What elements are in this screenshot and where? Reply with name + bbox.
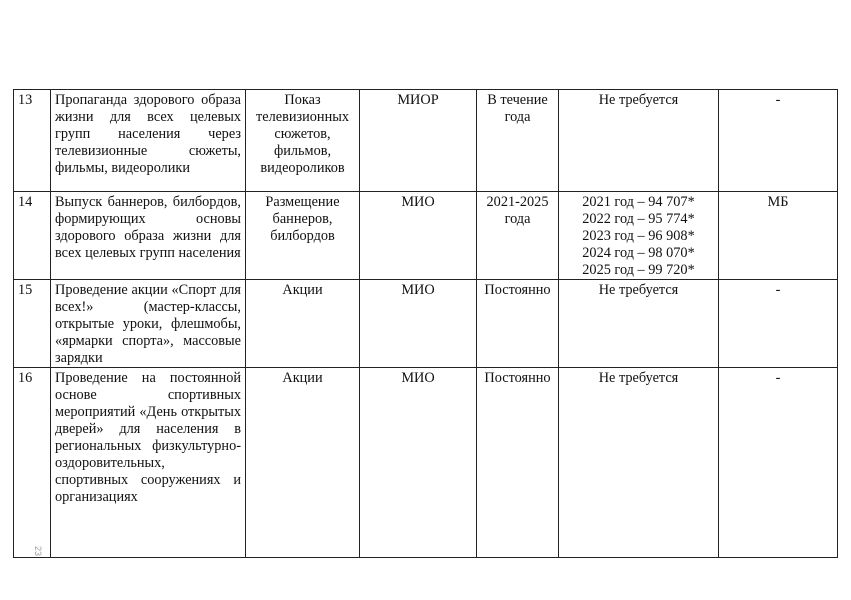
measure-name: Проведение акции «Спорт для всех!» (мастер-классы, открытые уроки, флешмобы, «ярмарки спорта», массовые зарядки: [51, 280, 246, 368]
table-row: [14, 90, 838, 192]
row-number: 14: [14, 192, 51, 280]
funds: [559, 90, 719, 192]
funding-source: МБ: [719, 192, 838, 280]
page-number: 23: [33, 546, 43, 557]
implementation-form: Акции: [246, 368, 360, 558]
funds-line: 2025 год – 99 720*: [582, 262, 695, 278]
row-number: 15: [14, 280, 51, 368]
table-row: [14, 280, 838, 368]
funds-line: 2024 год – 98 070*: [582, 245, 695, 261]
period: Постоянно: [477, 280, 559, 368]
period: Постоянно: [477, 368, 559, 558]
funds-line: 2021 год – 94 707*: [582, 194, 695, 210]
table-row: [14, 192, 838, 280]
funding-source: -: [719, 368, 838, 558]
funds: [559, 280, 719, 368]
funds: [559, 368, 719, 558]
measure-name: Пропаганда здорового образа жизни для всех целевых групп населения через телевизионные сюжеты, фильмы, видеоролики: [51, 90, 246, 192]
row-number: 16: [14, 368, 51, 558]
responsible: МИО: [360, 192, 477, 280]
responsible: МИО: [360, 280, 477, 368]
period: В течение года: [477, 90, 559, 192]
table-row: [14, 368, 838, 558]
measure-name: Выпуск баннеров, билбордов, формирующих основы здорового образа жизни для всех целевых групп населения: [51, 192, 246, 280]
funding-source: -: [719, 90, 838, 192]
row-number: 13: [14, 90, 51, 192]
implementation-form: Размещение баннеров, билбордов: [246, 192, 360, 280]
period: 2021-2025 года: [477, 192, 559, 280]
funds-line: Не требуется: [598, 282, 679, 298]
responsible: МИО: [360, 368, 477, 558]
measure-name: Проведение на постоянной основе спортивных мероприятий «День открытых дверей» для населения в региональных физкультурно-оздоровительных, спортивных сооружениях и организациях: [51, 368, 246, 558]
funds-line: 2023 год – 96 908*: [582, 228, 695, 244]
implementation-form: Акции: [246, 280, 360, 368]
measures-table: [13, 89, 838, 558]
funds-line: Не требуется: [598, 370, 679, 386]
funding-source: -: [719, 280, 838, 368]
responsible: МИОР: [360, 90, 477, 192]
funds-line: 2022 год – 95 774*: [582, 211, 695, 227]
funds: [559, 192, 719, 280]
implementation-form: Показ телевизионных сюжетов, фильмов, видеороликов: [246, 90, 360, 192]
funds-line: Не требуется: [598, 92, 679, 108]
